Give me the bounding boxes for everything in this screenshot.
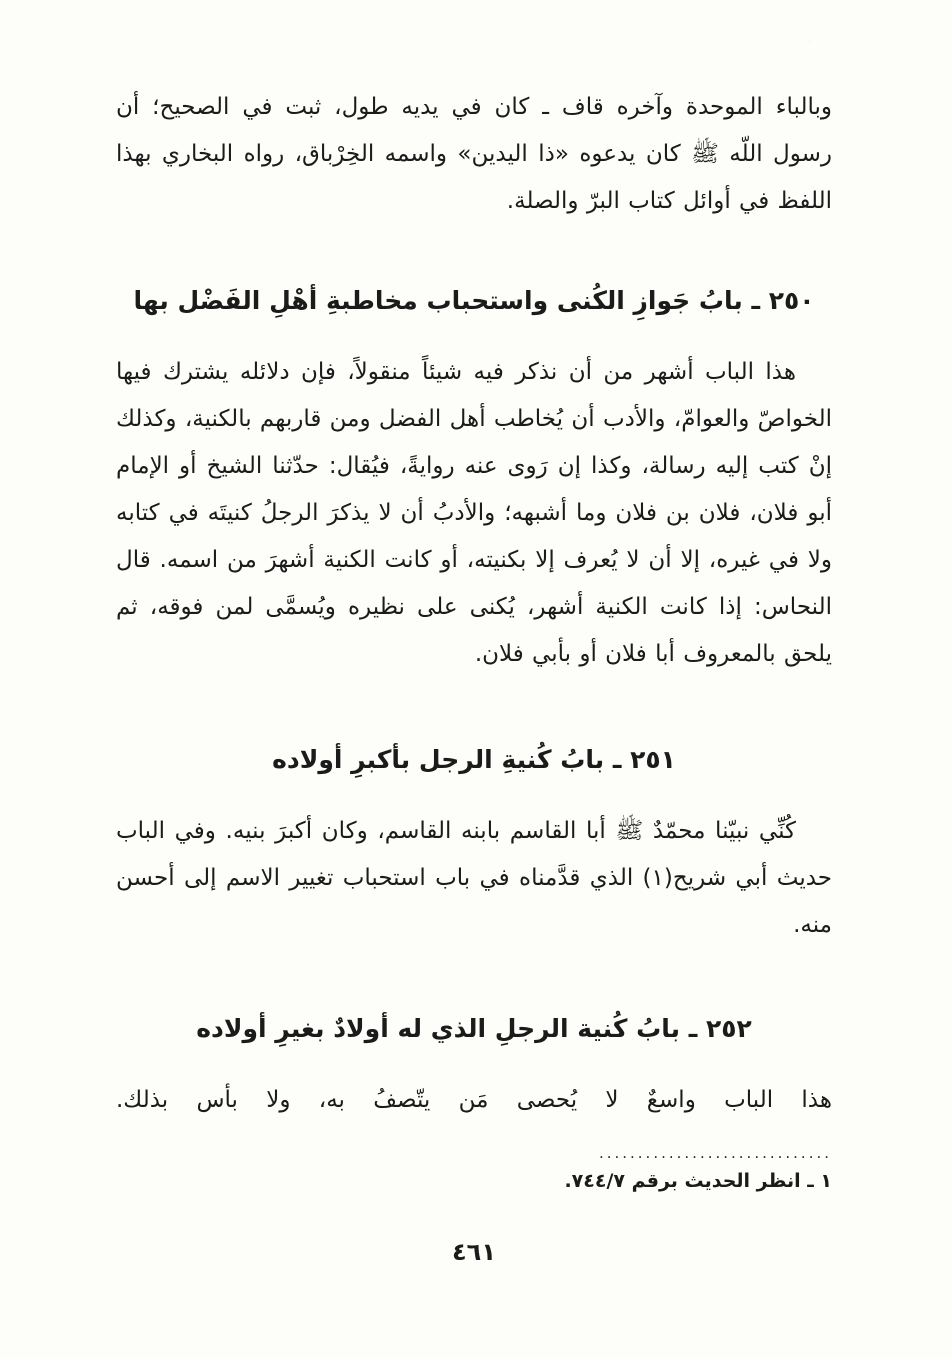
section-heading-251: ٢٥١ ـ بابُ كُنيةِ الرجل بأكبرِ أولاده [272, 745, 676, 774]
section-body-251: كُنِّي نبيّنا محمّدٌ ﷺ أبا القاسم بابنه القاسم، وكان أكبرَ بنيه. وفي الباب حديث أبي شريح(١) الذي قدَّمناه في باب استحباب تغيير الاسم إلى أحسن منه. [116, 818, 833, 938]
section-body-252: هذا الباب واسعٌ لا يُحصى مَن يتّصفُ به، ولا بأس بذلك. [116, 1087, 832, 1113]
section-heading-250: ٢٥٠ ـ بابُ جَوازِ الكُنى واستحباب مخاطبةِ أهْلِ الفَضْل بها [133, 286, 815, 315]
footnote-area [116, 1144, 832, 1196]
footnote-separator: .............................. [598, 1144, 832, 1162]
section-body-250: هذا الباب أشهر من أن نذكر فيه شيئاً منقولاً، فإن دلائله يشترك فيها الخواصّ والعوامّ، والأدب أن يُخاطب أهل الفضل ومن قاربهم بالكنية، وكذلك إنْ كتب إليه رسالة، وكذا إن رَوى عنه روايةً، فيُقال: حدّثنا الشيخ أو الإمام أبو فلان، فلان بن فلان وما أشبهه؛ والأدبُ أن لا يذكرَ الرجلُ كنيتَه في كتابه ولا في غيره، إلا أن لا يُعرف إلا بكنيته، أو كانت الكنية أشهرَ من اسمه. قال النحاس: إذا كانت الكنية أشهر، يُكنى على نظيره ويُسمَّى لمن فوقه، ثم يلحق بالمعروف أبا فلان أو بأبي فلان. [116, 359, 832, 667]
footnote-text: ١ ـ انظر الحديث برقم ٧٤٤/٧. [564, 1170, 832, 1192]
section-heading-252: ٢٥٢ ـ بابُ كُنية الرجلِ الذي له أولادٌ بغيرِ أولاده [196, 1014, 752, 1043]
page-number: ٤٦١ [452, 1238, 496, 1266]
continuation-paragraph: وبالباء الموحدة وآخره قاف ـ كان في يديه طول، ثبت في الصحيح؛ أن رسول اللّه ﷺ كان يدعوه «ذا اليدين» واسمه الخِرْباق، رواه البخاري بهذا اللفظ في أوائل كتاب البرّ والصلة. [116, 94, 832, 214]
